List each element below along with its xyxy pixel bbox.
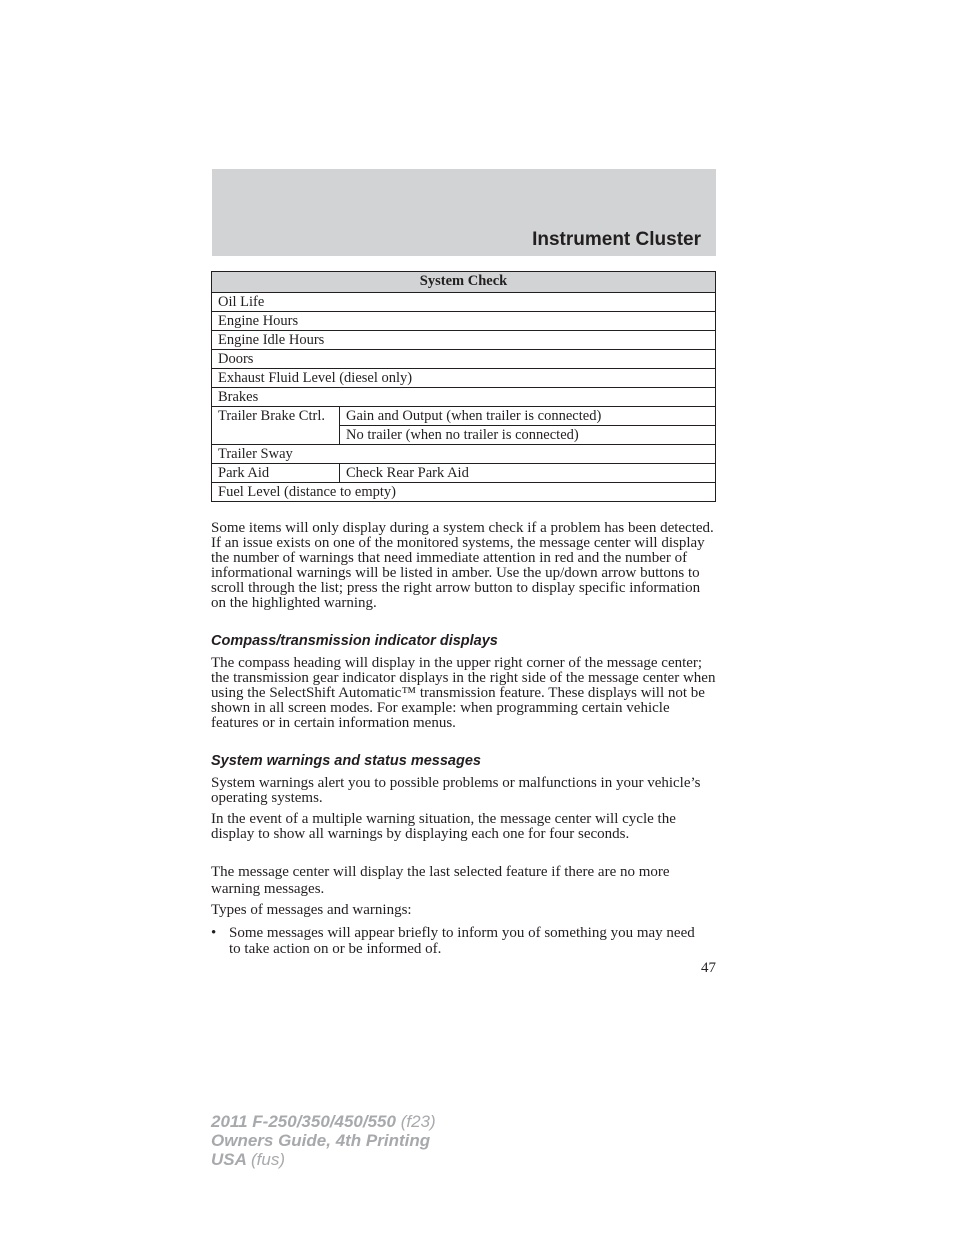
paragraph-system-check: Some items will only display during a system check if a problem has been detected. If an issue exists on one of the monitored systems, the message center will display the number of warnings that need immediate attention in red and the number of informational warnings will be listed in amber. Use the up/down arrow buttons to scroll through the list; press the right arrow button to display specific information on the highlighted warning. xyxy=(211,520,714,611)
section-header-band xyxy=(212,169,716,256)
system-check-table xyxy=(211,271,716,502)
table-row xyxy=(212,407,716,426)
table-row xyxy=(212,445,716,464)
table-row xyxy=(212,293,716,312)
footer-printing: Owners Guide, 4th Printing xyxy=(211,1131,431,1150)
footer-market: USA xyxy=(211,1150,247,1169)
paragraph-warnings-intro: System warnings alert you to possible problems or malfunctions in your vehicle’s operating systems. xyxy=(211,775,701,806)
table-row xyxy=(212,464,716,483)
table-cell: Fuel Level (distance to empty) xyxy=(212,483,716,502)
paragraph-last-feature: The message center will display the last selected feature if there are no more warning messages. xyxy=(211,864,670,897)
footer-model: 2011 F-250/350/450/550 xyxy=(211,1112,396,1131)
subheading-system-warnings: System warnings and status messages xyxy=(211,753,481,769)
list-item-text: Some messages will appear briefly to inform you of something you may need to take action on or be informed of. xyxy=(229,925,695,957)
page-number: 47 xyxy=(701,960,716,976)
table-row xyxy=(212,350,716,369)
bullet-icon: • xyxy=(211,925,217,941)
paragraph-multiple-warnings: In the event of a multiple warning situation, the message center will cycle the display to show all warnings by displaying each one for four seconds. xyxy=(211,811,676,842)
table-cell: Trailer Sway xyxy=(212,445,716,464)
table-cell: Park Aid xyxy=(212,464,340,483)
paragraph-compass: The compass heading will display in the upper right corner of the message center; the transmission gear indicator displays in the right side of the message center when using the SelectShift Automatic™ transmission feature. These displays will not be shown in all screen modes. For example: when programming certain vehicle features or in certain information menus. xyxy=(211,655,716,731)
table-cell: Gain and Output (when trailer is connected) xyxy=(340,407,716,426)
footer-model-code: (f23) xyxy=(400,1112,436,1131)
table-cell: Oil Life xyxy=(212,293,716,312)
table-cell: Exhaust Fluid Level (diesel only) xyxy=(212,369,716,388)
table-cell: Engine Hours xyxy=(212,312,716,331)
footer-market-code: (fus) xyxy=(251,1150,285,1169)
table-cell: Engine Idle Hours xyxy=(212,331,716,350)
table-cell: No trailer (when no trailer is connected) xyxy=(340,426,716,445)
table-row xyxy=(212,312,716,331)
table-cell: Trailer Brake Ctrl. xyxy=(212,407,340,445)
table-row xyxy=(212,483,716,502)
table-header-row xyxy=(212,272,716,293)
table-row xyxy=(212,331,716,350)
table-heading: System Check xyxy=(212,272,716,293)
table-row xyxy=(212,369,716,388)
footer-document-info xyxy=(211,1112,436,1169)
paragraph-types: Types of messages and warnings: xyxy=(211,902,412,918)
subheading-compass: Compass/transmission indicator displays xyxy=(211,633,498,649)
table-cell: Doors xyxy=(212,350,716,369)
section-title: Instrument Cluster xyxy=(532,229,701,250)
table-cell: Check Rear Park Aid xyxy=(340,464,716,483)
table-row xyxy=(212,388,716,407)
table-cell: Brakes xyxy=(212,388,716,407)
